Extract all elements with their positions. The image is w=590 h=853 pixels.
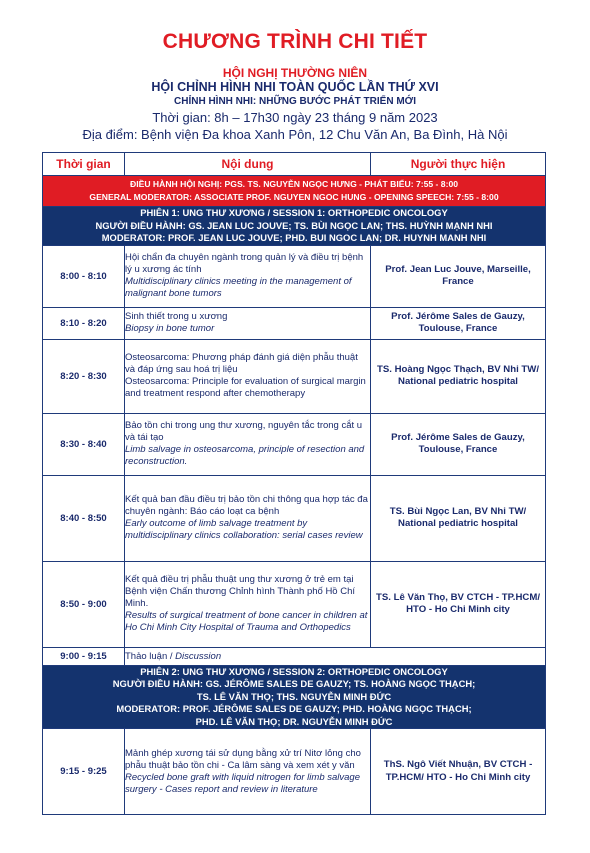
row-time: 8:00 - 8:10 <box>43 245 125 307</box>
table-header-row <box>43 153 546 176</box>
session-1-chairs-en: MODERATOR: PROF. JEAN LUC JOUVE; PHD. BUI NGOC LAN; DR. HUYNH MANH NHI <box>101 232 487 243</box>
row-time: 8:50 - 9:00 <box>43 561 125 647</box>
event-time: Thời gian: 8h – 17h30 ngày 23 tháng 9 năm 2023 <box>152 110 438 125</box>
table-row <box>43 729 546 815</box>
discussion-cell <box>125 647 546 665</box>
discussion-row <box>43 647 546 665</box>
row-time: 8:20 - 8:30 <box>43 339 125 413</box>
talk-title-en: Early outcome of limb salvage treatment by multidisciplinary clinics collaboration: serial cases review <box>125 518 363 541</box>
talk-title-en: Biopsy in bone tumor <box>125 323 215 334</box>
table-row <box>43 339 546 413</box>
talk-title-vi: Bảo tồn chi trong ung thư xương, nguyên tắc trong cắt u và tái tạo <box>125 420 363 443</box>
row-content <box>125 413 371 475</box>
moderator-line-vi: ĐIỀU HÀNH HỘI NGHỊ: PGS. TS. NGUYỄN NGỌC HƯNG - PHÁT BIỂU: 7:55 - 8:00 <box>130 179 458 189</box>
row-time: 9:00 - 9:15 <box>43 647 125 665</box>
session-1-chairs-vi: NGƯỜI ĐIỀU HÀNH: GS. JEAN LUC JOUVE; TS. BÙI NGỌC LAN; THS. HUỲNH MẠNH NHI <box>95 219 493 231</box>
session-2-title: PHIÊN 2: UNG THƯ XƯƠNG / SESSION 2: ORTHOPEDIC ONCOLOGY <box>140 665 448 677</box>
row-speaker: TS. Bùi Ngọc Lan, BV Nhi TW/ National pediatric hospital <box>371 475 546 561</box>
row-content <box>125 475 371 561</box>
talk-title-en: Osteosarcoma: Principle for evaluation of surgical margin and treatment respond after chemotherapy <box>125 376 366 399</box>
event-place: Địa điểm: Bệnh viện Đa khoa Xanh Pôn, 12 Chu Văn An, Ba Đình, Hà Nội <box>82 127 508 142</box>
general-moderator-row <box>43 176 546 207</box>
table-row <box>43 413 546 475</box>
row-time: 8:10 - 8:20 <box>43 307 125 339</box>
session-1-header <box>43 207 546 246</box>
session-1-title: PHIÊN 1: UNG THƯ XƯƠNG / SESSION 1: ORTHOPEDIC ONCOLOGY <box>140 207 448 218</box>
discussion-label-en: Discussion <box>175 650 222 662</box>
row-speaker: TS. Lê Văn Thọ, BV CTCH - TP.HCM/ HTO - Ho Chi Minh city <box>371 561 546 647</box>
conference-label: HỘI NGHỊ THƯỜNG NIÊN <box>222 66 368 80</box>
talk-title-vi: Sinh thiết trong u xương <box>125 311 228 322</box>
row-content <box>125 729 371 815</box>
talk-title-vi: Osteosarcoma: Phương pháp đánh giá diện phẫu thuật và đáp ứng sau hoá trị liệu <box>125 352 358 375</box>
col-header-time: Thời gian <box>43 153 125 176</box>
col-header-content: Nội dung <box>125 153 371 176</box>
row-time: 8:30 - 8:40 <box>43 413 125 475</box>
session-2-chairs-vi-2: TS. LÊ VĂN THỌ; THS. NGUYỄN MINH ĐỨC <box>196 690 392 702</box>
table-row <box>43 475 546 561</box>
talk-title-en: Limb salvage in osteosarcoma, principle of resection and reconstruction. <box>125 444 365 467</box>
table-row <box>43 307 546 339</box>
row-speaker: Prof. Jérôme Sales de Gauzy, Toulouse, France <box>371 413 546 475</box>
row-time: 8:40 - 8:50 <box>43 475 125 561</box>
table-row <box>43 245 546 307</box>
row-content <box>125 339 371 413</box>
talk-title-vi: Kết quả điều trị phẫu thuật ung thư xương ở trẻ em tại Bệnh viện Chấn thương Chỉnh hình Thành phố Hồ Chí Minh. <box>125 574 356 609</box>
session-2-chairs-vi-1: NGƯỜI ĐIỀU HÀNH: GS. JÉRÔME SALES DE GAUZY; TS. HOÀNG NGỌC THẠCH; <box>112 678 476 689</box>
row-speaker: Prof. Jean Luc Jouve, Marseille, France <box>371 245 546 307</box>
row-speaker: Prof. Jérôme Sales de Gauzy, Toulouse, France <box>371 307 546 339</box>
talk-title-vi: Hội chẩn đa chuyên ngành trong quản lý và điều trị bệnh lý u xương ác tính <box>125 252 364 275</box>
row-speaker: TS. Hoàng Ngọc Thạch, BV Nhi TW/ National pediatric hospital <box>371 339 546 413</box>
talk-title-en: Results of surgical treatment of bone cancer in children at Ho Chi Minh City Hospital of Trauma and Orthopedics <box>125 610 368 633</box>
talk-title-vi: Mảnh ghép xương tái sử dụng bằng xử trí Nitơ lỏng cho phẫu thuật bảo tồn chi - Ca lâm sàng và xem xét y văn <box>125 747 361 771</box>
session-2-chairs-en-1: MODERATOR: PROF. JÉRÔME SALES DE GAUZY; PHD. HOÀNG NGỌC THẠCH; <box>116 703 472 714</box>
row-content <box>125 307 371 339</box>
conference-name: HỘI CHỈNH HÌNH NHI TOÀN QUỐC LẦN THỨ XVI <box>151 80 439 94</box>
col-header-speaker: Người thực hiện <box>371 153 546 176</box>
conference-theme: CHỈNH HÌNH NHI: NHỮNG BƯỚC PHÁT TRIỂN MỚI <box>174 96 416 107</box>
row-speaker: ThS. Ngô Viết Nhuận, BV CTCH - TP.HCM/ HTO - Ho Chi Minh city <box>371 729 546 815</box>
table-row <box>43 561 546 647</box>
page-title: CHƯƠNG TRÌNH CHI TIẾT <box>162 30 428 53</box>
session-2-header <box>43 665 546 729</box>
talk-title-en: Multidisciplinary clinics meeting in the management of malignant bone tumors <box>125 276 352 299</box>
row-content <box>125 561 371 647</box>
talk-title-vi: Kết quả ban đầu điều trị bảo tồn chi thông qua hợp tác đa chuyên ngành: Báo cáo loạt ca bệnh <box>125 494 368 517</box>
row-content <box>125 245 371 307</box>
program-table <box>42 152 546 815</box>
session-2-chairs-en-2: PHD. LÊ VĂN THỌ; DR. NGUYỄN MINH ĐỨC <box>195 715 393 727</box>
talk-title-en: Recycled bone graft with liquid nitrogen for limb salvage surgery - Cases report and review in literature <box>125 771 360 795</box>
discussion-label-vi: Thảo luận / <box>125 650 176 662</box>
moderator-line-en: GENERAL MODERATOR: ASSOCIATE PROF. NGUYEN NGOC HUNG - OPENING SPEECH: 7:55 - 8:00 <box>89 192 499 202</box>
row-time: 9:15 - 9:25 <box>43 729 125 815</box>
